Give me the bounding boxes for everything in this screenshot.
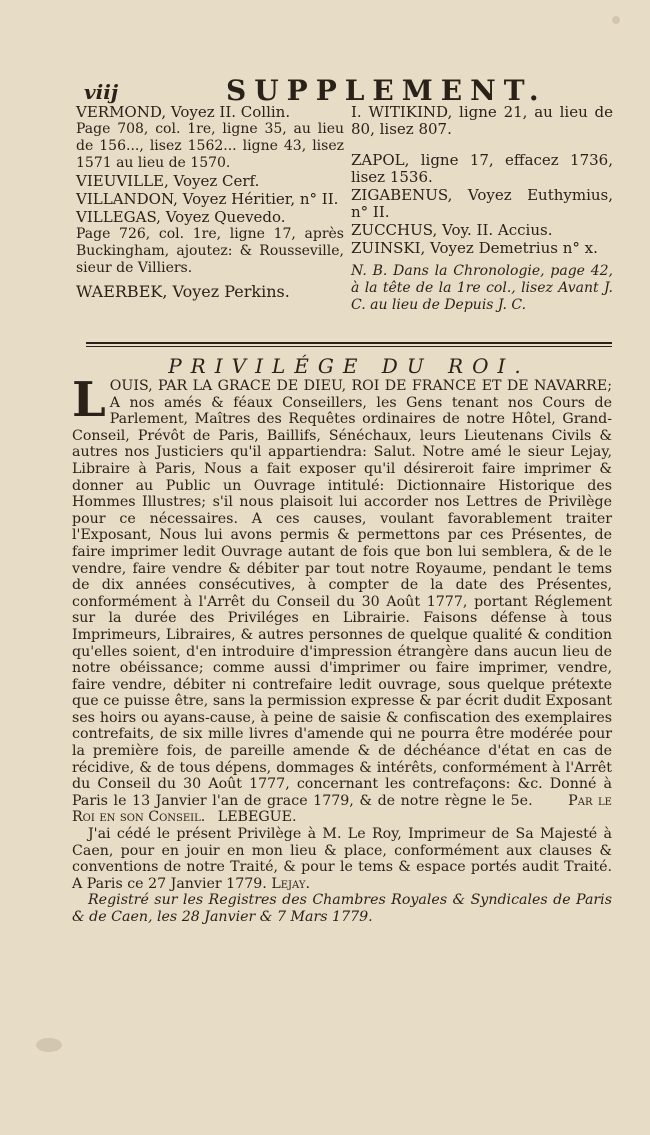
section-divider — [86, 342, 612, 344]
entry-heading: VILLEGAS, Voyez Quevedo. — [76, 208, 286, 226]
page-header — [84, 74, 612, 107]
entry-heading: I. WITIKIND, ligne 21, au lieu de 80, lisez 807. — [351, 103, 613, 138]
entry-heading: VILLANDON, Voyez Héritier, n° II. — [76, 190, 339, 208]
left-column — [76, 104, 344, 301]
entry-heading: VIEUVILLE, Voyez Cerf. — [76, 172, 260, 190]
paper-stain — [612, 16, 620, 24]
signature-name: LEBEGUE. — [217, 809, 297, 826]
entry-text: Page 726, col. 1re, ligne 17, après Buckingham, ajoutez: & Rousseville, sieur de Villiers. — [76, 226, 344, 276]
privilege-text: OUIS, PAR LA GRACE DE DIEU, ROI DE FRANCE ET DE NAVARRE; A nos amés & féaux Conseillers, les Gens tenant nos Cours de Parlement, Maîtres des Requêtes ordinaires de notre Hôtel, Grand-Conseil, Prévôt de Paris, Baillifs, Sénéchaux, leurs Lieutenans Civils & autres nos Justiciers qu'il appartiendra: Salut. Notre amé le sieur Lejay, Libraire à Paris, Nous a fait exposer qu'il désireroit faire imprimer & donner au Public un Ouvrage intitulé: Dictionnaire Historique des Hommes Illustres; s'il nous plaisoit lui accorder nos Lettres de Privilège pour ce nécessaires. A ces causes, voulant favorablement traiter l'Exposant, Nous lui avons permis & permettons par ces Présentes, de faire imprimer ledit Ouvrage autant de fois que bon lui semblera, & de le vendre, faire vendre & débiter par tout notre Royaume, pendant le tems de dix années consécutives, à compter de la date des Présentes, conformément à l'Arrêt du Conseil du 30 Août 1777, portant Réglement sur la durée des Priviléges en Librairie. Faisons défense à tous Imprimeurs, Libraires, & autres personnes de quelque qualité & condition qu'elles soient, d'en introduire d'impression étrangère dans aucun lieu de notre obéissance; comme aussi d'imprimer ou faire imprimer, vendre, faire vendre, débiter ni contrefaire ledit ouvrage, sous quelque prétexte que ce puisse être, sans la permission expresse & par écrit dudit Exposant ses hoirs ou ayans-cause, à peine de saisie & confiscation des exemplaires contrefaits, de six mille livres d'amende qui ne pourra être modérée pour la première fois, de pareille amende & de déchéance d'état en cas de récidive, & de tous dépens, dommages & intérêts, conformément à l'Arrêt du Conseil du 30 Août 1777, concernant les contrefaçons: &c. Donné à Paris le 13 Janvier l'an de grace 1779, & de notre règne le 5e. — [72, 378, 612, 809]
right-column — [351, 104, 613, 315]
entry-vieuville — [76, 173, 344, 190]
registration-note: Registré sur les Registres des Chambres Royales & Syndicales de Paris & de Caen, les 28 Janvier & 7 Mars 1779. — [72, 892, 612, 925]
drop-cap: L — [72, 372, 106, 428]
entry-heading: ZUCCHUS, Voy. II. Accius. — [351, 221, 553, 239]
cession-signature: Lejay. — [271, 875, 310, 892]
entry-zuinski — [351, 240, 613, 257]
paper-stain — [36, 1038, 62, 1052]
privilege-paragraph — [72, 372, 612, 826]
cession-text: J'ai cédé le présent Privilège à M. Le Roy, Imprimeur de Sa Majesté à Caen, pour en jouir en mon lieu & place, conformément aux clauses & conventions de notre Traité, & pour le tems & espace portés audit Traité. A Paris ce 27 Janvier 1779. — [72, 826, 612, 892]
entry-villegas — [76, 209, 344, 277]
entry-witikind — [351, 104, 613, 138]
entry-heading: WAERBEK, Voyez Perkins. — [76, 282, 290, 301]
signature-line: Par le Roi en son Conseil. — [72, 792, 612, 826]
entry-heading: ZUINSKI, Voyez Demetrius n° x. — [351, 239, 598, 257]
privilege-title: PRIVILÉGE DU ROI. — [168, 354, 530, 378]
running-head: SUPPLEMENT. — [226, 74, 547, 107]
entry-text: N. B. Dans la Chronologie, page 42, à la tête de la 1re col., lisez Avant J. C. au lieu de Depuis J. C. — [351, 263, 613, 313]
entry-zigabenus — [351, 187, 613, 221]
entry-zucchus — [351, 222, 613, 239]
page-number: viij — [84, 80, 119, 104]
entry-villandon — [76, 191, 344, 208]
entry-heading: ZIGABENUS, Voyez Euthymius, n° II. — [351, 186, 613, 221]
cession-paragraph — [72, 826, 612, 892]
entry-text: Page 708, col. 1re, ligne 35, au lieu de 156..., lisez 1562... ligne 43, lisez 1571 au lieu de 1570. — [76, 121, 344, 171]
section-divider-thin — [86, 346, 612, 347]
entry-waerbek — [76, 283, 344, 300]
entry-vermond — [76, 104, 344, 172]
privilege-section — [72, 372, 612, 926]
entry-heading: VERMOND, Voyez II. Collin. — [76, 103, 291, 121]
entry-nota-bene — [351, 263, 613, 314]
entry-zapol — [351, 152, 613, 186]
entry-heading: ZAPOL, ligne 17, effacez 1736, lisez 1536. — [351, 151, 613, 186]
